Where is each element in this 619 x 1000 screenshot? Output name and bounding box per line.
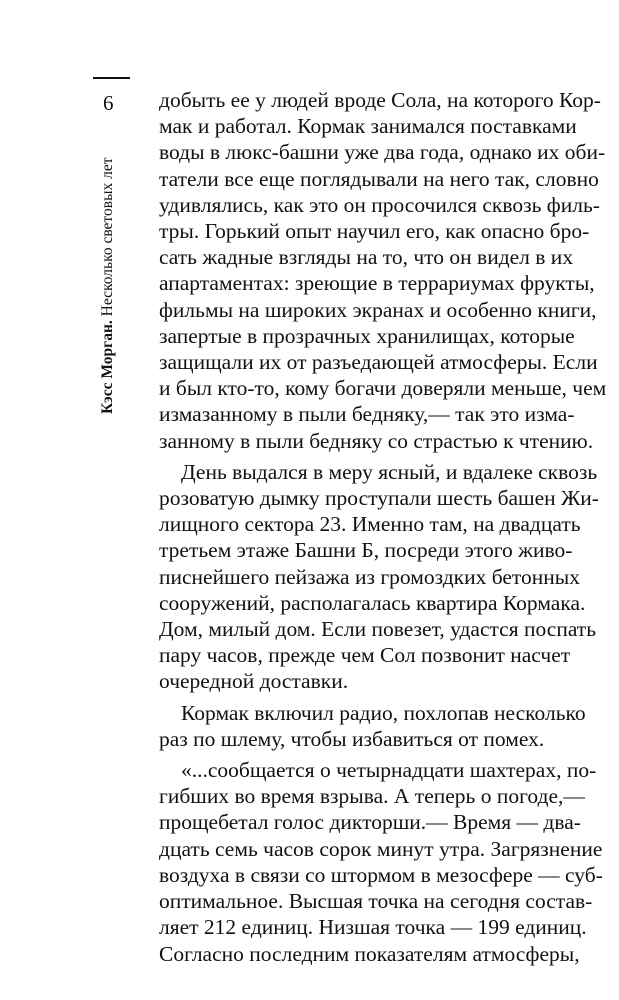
text-line: тры. Горький опыт научил его, как опасно бро-: [159, 219, 590, 244]
paragraph: [159, 757, 603, 967]
text-line: третьем этаже Башни Б, посреди этого живо-: [159, 538, 573, 563]
text-line: очередной доставки.: [159, 669, 349, 694]
text-line: фильмы на широких экранах и особенно книги,: [159, 297, 597, 322]
text-line: Согласно последним показателям атмосферы,: [159, 941, 580, 966]
text-line: измазанному в пыли бедняку,— так это изма-: [159, 402, 575, 427]
text-line: оптимальное. Высшая точка на сегодня состав-: [159, 889, 593, 914]
text-line: защищали их от разъедающей атмосферы. Если: [159, 350, 598, 375]
header-rule: [93, 77, 130, 79]
running-head-author: Кэсс Морган.: [99, 320, 116, 414]
paragraph: [159, 700, 586, 752]
text-line: «...сообщается о четырнадцати шахтерах, по-: [181, 758, 597, 783]
text-line: розоватую дымку проступали шесть башен Жи-: [159, 486, 599, 511]
text-line: апартаментах: зреющие в террариумах фрукты,: [159, 271, 595, 296]
text-line: удивлялись, как это он просочился сквозь филь-: [159, 192, 600, 217]
text-line: День выдался в меру ясный, и вдалеке сквозь: [181, 459, 598, 484]
text-line: воды в люкс-башни уже два года, однако их оби-: [159, 140, 606, 165]
text-line: и был кто-то, кому богачи доверяли меньше, чем: [159, 376, 607, 401]
page-number: 6: [103, 91, 114, 115]
text-line: воздуха в связи со штормом в мезосфере — суб-: [159, 862, 603, 887]
text-line: добыть ее у людей вроде Сола, на которого Кор-: [159, 88, 601, 112]
text-line: лищного сектора 23. Именно там, на двадцать: [159, 512, 581, 537]
text-line: сать жадные взгляды на то, что он видел в их: [159, 245, 574, 270]
text-line: ляет 212 единиц. Низшая точка — 199 единиц.: [159, 915, 587, 940]
text-line: пару часов, прежде чем Сол позвонит насчет: [159, 643, 571, 668]
running-head: [100, 158, 116, 415]
text-line: дцать семь часов сорок минут утра. Загрязнение: [159, 836, 603, 861]
text-line: запертые в прозрачных хранилищах, которые: [159, 323, 575, 348]
text-line: татели все еще поглядывали на него так, словно: [159, 166, 599, 191]
running-head-title: Несколько световых лет: [99, 157, 116, 321]
paragraph: [159, 459, 599, 695]
text-line: писнейшего пейзажа из громоздких бетонных: [159, 564, 581, 589]
text-line: раз по шлему, чтобы избавиться от помех.: [159, 726, 545, 751]
paragraph: [159, 87, 607, 454]
text-line: прощебетал голос дикторши.— Время — два-: [159, 810, 581, 835]
text-line: мак и работал. Кормак занимался поставками: [159, 114, 577, 139]
text-line: Дом, милый дом. Если повезет, удастся поспать: [159, 617, 597, 642]
text-line: занному в пыли бедняку со страстью к чтению.: [159, 428, 594, 453]
text-line: Кормак включил радио, похлопав несколько: [181, 700, 586, 725]
text-line: гибших во время взрыва. А теперь о погоде,—: [159, 784, 585, 809]
body-text: [159, 87, 607, 967]
text-line: сооружений, располагалась квартира Кормака.: [159, 590, 586, 615]
